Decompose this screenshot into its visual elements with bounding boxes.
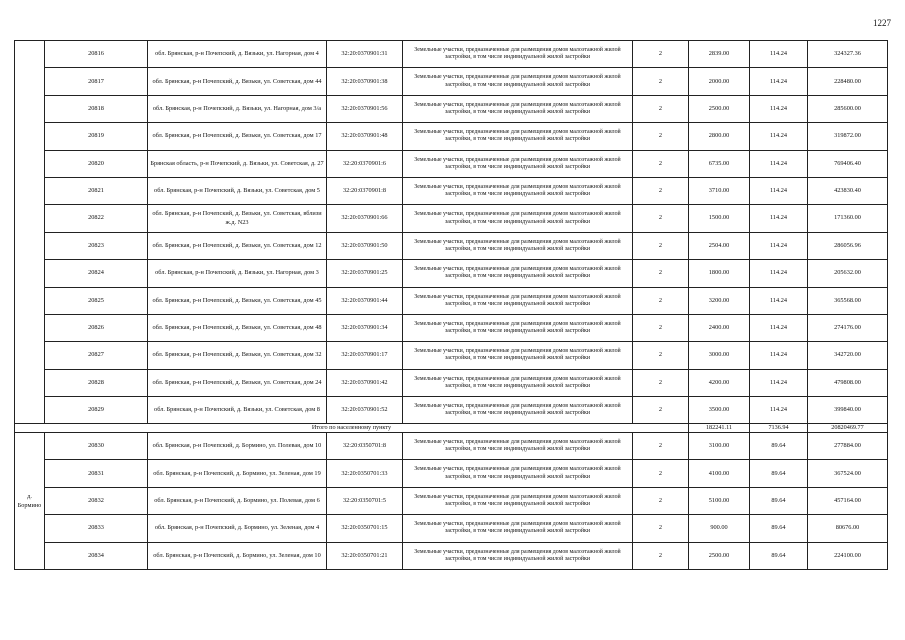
cadastral-value-cell: 80676.00 xyxy=(808,515,888,542)
cadastral-number-cell: 32:20:0370901:25 xyxy=(327,260,403,287)
rate-cell: 114.24 xyxy=(750,314,808,341)
row-number: 20829 xyxy=(45,397,148,424)
row-number: 20833 xyxy=(45,515,148,542)
land-registry-table xyxy=(14,40,888,570)
row-number: 20823 xyxy=(45,232,148,259)
category-cell: 2 xyxy=(633,515,689,542)
cadastral-value-cell: 319872.00 xyxy=(808,123,888,150)
settlement-cell xyxy=(15,433,45,570)
cadastral-number-cell: 32:20:0370901:31 xyxy=(327,41,403,68)
rate-cell: 114.24 xyxy=(750,123,808,150)
area-cell: 6735.00 xyxy=(689,150,750,177)
address-cell: обл. Брянская, р-н Почепский, д. Бормино, ул. Зеленая, дом 10 xyxy=(148,542,327,569)
table-row xyxy=(15,369,888,396)
area-cell: 2504.00 xyxy=(689,232,750,259)
category-cell: 2 xyxy=(633,123,689,150)
area-cell: 2500.00 xyxy=(689,95,750,122)
cadastral-number-cell: 32:20:0370901:17 xyxy=(327,342,403,369)
row-number: 20817 xyxy=(45,68,148,95)
rate-cell: 89.64 xyxy=(750,460,808,487)
cadastral-number-cell: 32:20:0370901:66 xyxy=(327,205,403,232)
area-cell: 900.00 xyxy=(689,515,750,542)
land-use-cell: Земельные участки, предназначенные для размещения домов малоэтажной жилой застройки, в том числе индивидуальной жилой застройки xyxy=(403,460,633,487)
land-use-cell: Земельные участки, предназначенные для размещения домов малоэтажной жилой застройки, в том числе индивидуальной жилой застройки xyxy=(403,205,633,232)
rate-cell: 89.64 xyxy=(750,515,808,542)
address-cell: обл. Брянская, р-н Почепский, д. Вязьки, ул. Нагорная, дом 3 xyxy=(148,260,327,287)
rate-cell: 114.24 xyxy=(750,287,808,314)
category-cell: 2 xyxy=(633,150,689,177)
category-cell: 2 xyxy=(633,260,689,287)
cadastral-value-cell: 274176.00 xyxy=(808,314,888,341)
row-number: 20834 xyxy=(45,542,148,569)
table-row xyxy=(15,433,888,460)
address-cell: обл. Брянская, р-н Почепский, д. Вязьки, ул. Советская, дом 32 xyxy=(148,342,327,369)
category-cell: 2 xyxy=(633,177,689,204)
cadastral-value-cell: 228480.00 xyxy=(808,68,888,95)
category-cell: 2 xyxy=(633,314,689,341)
cadastral-number-cell: 32:20:0370901:44 xyxy=(327,287,403,314)
row-number: 20830 xyxy=(45,433,148,460)
cadastral-number-cell: 32:20:0370901:52 xyxy=(327,397,403,424)
land-use-cell: Земельные участки, предназначенные для размещения домов малоэтажной жилой застройки, в том числе индивидуальной жилой застройки xyxy=(403,433,633,460)
cadastral-number-cell: 32:20:0350701:5 xyxy=(327,487,403,514)
rate-cell: 114.24 xyxy=(750,68,808,95)
table-row xyxy=(15,177,888,204)
rate-cell: 114.24 xyxy=(750,342,808,369)
area-cell: 3710.00 xyxy=(689,177,750,204)
land-use-cell: Земельные участки, предназначенные для размещения домов малоэтажной жилой застройки, в том числе индивидуальной жилой застройки xyxy=(403,260,633,287)
cadastral-value-cell: 365568.00 xyxy=(808,287,888,314)
category-cell: 2 xyxy=(633,95,689,122)
category-cell: 2 xyxy=(633,369,689,396)
cadastral-value-cell: 324327.36 xyxy=(808,41,888,68)
land-use-cell: Земельные участки, предназначенные для размещения домов малоэтажной жилой застройки, в том числе индивидуальной жилой застройки xyxy=(403,397,633,424)
cadastral-value-cell: 479808.00 xyxy=(808,369,888,396)
category-cell: 2 xyxy=(633,397,689,424)
cadastral-value-cell: 224100.00 xyxy=(808,542,888,569)
cadastral-number-cell: 32:20:0370901:42 xyxy=(327,369,403,396)
table-row xyxy=(15,205,888,232)
land-use-cell: Земельные участки, предназначенные для размещения домов малоэтажной жилой застройки, в том числе индивидуальной жилой застройки xyxy=(403,95,633,122)
land-use-cell: Земельные участки, предназначенные для размещения домов малоэтажной жилой застройки, в том числе индивидуальной жилой застройки xyxy=(403,369,633,396)
table-row xyxy=(15,123,888,150)
cadastral-number-cell: 32:20:0370901:48 xyxy=(327,123,403,150)
area-cell: 4200.00 xyxy=(689,369,750,396)
cadastral-value-cell: 205632.00 xyxy=(808,260,888,287)
rate-cell: 114.24 xyxy=(750,232,808,259)
land-use-cell: Земельные участки, предназначенные для размещения домов малоэтажной жилой застройки, в том числе индивидуальной жилой застройки xyxy=(403,314,633,341)
cadastral-number-cell: 32:20:0370901:6 xyxy=(327,150,403,177)
address-cell: обл. Брянская, р-н Почепский, д. Вязьки, ул. Советская, дом 8 xyxy=(148,397,327,424)
rate-cell: 114.24 xyxy=(750,397,808,424)
cadastral-value-cell: 342720.00 xyxy=(808,342,888,369)
row-number: 20824 xyxy=(45,260,148,287)
rate-cell: 114.24 xyxy=(750,205,808,232)
table-row xyxy=(15,487,888,514)
land-use-cell: Земельные участки, предназначенные для размещения домов малоэтажной жилой застройки, в том числе индивидуальной жилой застройки xyxy=(403,150,633,177)
address-cell: обл. Брянская, р-н Почепский, д. Бормино, ул. Полевая, дом 6 xyxy=(148,487,327,514)
area-cell: 2839.00 xyxy=(689,41,750,68)
category-cell: 2 xyxy=(633,342,689,369)
cadastral-value-cell: 367524.00 xyxy=(808,460,888,487)
area-cell: 2800.00 xyxy=(689,123,750,150)
cadastral-value-cell: 457164.00 xyxy=(808,487,888,514)
cadastral-value-cell: 423830.40 xyxy=(808,177,888,204)
subtotal-area: 182241.11 xyxy=(689,424,750,433)
rate-cell: 114.24 xyxy=(750,95,808,122)
page-number: 1227 xyxy=(873,18,891,28)
address-cell: обл. Брянская, р-н Почепский, д. Вязьки, ул. Советская, дом 48 xyxy=(148,314,327,341)
table-row xyxy=(15,260,888,287)
subtotal-label: Итого по населенному пункту xyxy=(15,424,689,433)
rate-cell: 114.24 xyxy=(750,41,808,68)
cadastral-number-cell: 32:20:0350701:21 xyxy=(327,542,403,569)
address-cell: обл. Брянская, р-н Почепский, д. Вязьки, ул. Советская, дом 44 xyxy=(148,68,327,95)
address-cell: обл. Брянская, р-н Почепский, д. Бормино, ул. Зеленая, дом 19 xyxy=(148,460,327,487)
settlement-cell xyxy=(15,41,45,424)
category-cell: 2 xyxy=(633,232,689,259)
rate-cell: 114.24 xyxy=(750,177,808,204)
row-number: 20828 xyxy=(45,369,148,396)
row-number: 20818 xyxy=(45,95,148,122)
rate-cell: 89.64 xyxy=(750,542,808,569)
rate-cell: 89.64 xyxy=(750,487,808,514)
cadastral-number-cell: 32:20:0350701:33 xyxy=(327,460,403,487)
rate-cell: 114.24 xyxy=(750,150,808,177)
land-use-cell: Земельные участки, предназначенные для размещения домов малоэтажной жилой застройки, в том числе индивидуальной жилой застройки xyxy=(403,287,633,314)
cadastral-number-cell: 32:20:0350701:8 xyxy=(327,433,403,460)
row-number: 20820 xyxy=(45,150,148,177)
address-cell: обл. Брянская, р-н Почепский, д. Бормино, ул. Зеленая, дом 4 xyxy=(148,515,327,542)
table-row xyxy=(15,342,888,369)
table-row xyxy=(15,314,888,341)
row-number: 20821 xyxy=(45,177,148,204)
cadastral-value-cell: 399840.00 xyxy=(808,397,888,424)
cadastral-number-cell: 32:20:0350701:15 xyxy=(327,515,403,542)
land-use-cell: Земельные участки, предназначенные для размещения домов малоэтажной жилой застройки, в том числе индивидуальной жилой застройки xyxy=(403,123,633,150)
category-cell: 2 xyxy=(633,68,689,95)
table-row xyxy=(15,515,888,542)
cadastral-value-cell: 277884.00 xyxy=(808,433,888,460)
address-cell: обл. Брянская, р-н Почепский, д. Вязьки, ул. Нагорная, дом 4 xyxy=(148,41,327,68)
settlement-name xyxy=(17,232,42,233)
address-cell: обл. Брянская, р-н Почепский, д. Вязьки, ул. Советская, вблизи ж.д. N23 xyxy=(148,205,327,232)
subtotal-value: 20820469.77 xyxy=(808,424,888,433)
area-cell: 1800.00 xyxy=(689,260,750,287)
cadastral-value-cell: 769406.40 xyxy=(808,150,888,177)
table-row xyxy=(15,95,888,122)
land-use-cell: Земельные участки, предназначенные для размещения домов малоэтажной жилой застройки, в том числе индивидуальной жилой застройки xyxy=(403,342,633,369)
land-use-cell: Земельные участки, предназначенные для размещения домов малоэтажной жилой застройки, в том числе индивидуальной жилой застройки xyxy=(403,68,633,95)
row-number: 20826 xyxy=(45,314,148,341)
category-cell: 2 xyxy=(633,487,689,514)
rate-cell: 114.24 xyxy=(750,369,808,396)
land-use-cell: Земельные участки, предназначенные для размещения домов малоэтажной жилой застройки, в том числе индивидуальной жилой застройки xyxy=(403,542,633,569)
cadastral-number-cell: 32:20:0370901:34 xyxy=(327,314,403,341)
category-cell: 2 xyxy=(633,542,689,569)
table-row xyxy=(15,41,888,68)
cadastral-value-cell: 286056.96 xyxy=(808,232,888,259)
row-number: 20827 xyxy=(45,342,148,369)
table-row xyxy=(15,232,888,259)
land-use-cell: Земельные участки, предназначенные для размещения домов малоэтажной жилой застройки, в том числе индивидуальной жилой застройки xyxy=(403,232,633,259)
cadastral-value-cell: 171360.00 xyxy=(808,205,888,232)
category-cell: 2 xyxy=(633,205,689,232)
row-number: 20832 xyxy=(45,487,148,514)
table-row xyxy=(15,150,888,177)
area-cell: 3000.00 xyxy=(689,342,750,369)
area-cell: 4100.00 xyxy=(689,460,750,487)
land-use-cell: Земельные участки, предназначенные для размещения домов малоэтажной жилой застройки, в том числе индивидуальной жилой застройки xyxy=(403,41,633,68)
address-cell: обл. Брянская, р-н Почепский, д. Вязьки, ул. Советская, дом 5 xyxy=(148,177,327,204)
cadastral-value-cell: 285600.00 xyxy=(808,95,888,122)
area-cell: 5100.00 xyxy=(689,487,750,514)
area-cell: 2500.00 xyxy=(689,542,750,569)
land-use-cell: Земельные участки, предназначенные для размещения домов малоэтажной жилой застройки, в том числе индивидуальной жилой застройки xyxy=(403,515,633,542)
address-cell: Брянская область, р-н Почепский, д. Вязьки, ул. Советская, д. 27 xyxy=(148,150,327,177)
table-row xyxy=(15,542,888,569)
row-number: 20816 xyxy=(45,41,148,68)
address-cell: обл. Брянская, р-н Почепский, д. Вязьки, ул. Советская, дом 17 xyxy=(148,123,327,150)
cadastral-number-cell: 32:20:0370901:38 xyxy=(327,68,403,95)
table-row xyxy=(15,397,888,424)
category-cell: 2 xyxy=(633,433,689,460)
address-cell: обл. Брянская, р-н Почепский, д. Вязьки, ул. Нагорная, дом 3/а xyxy=(148,95,327,122)
area-cell: 3500.00 xyxy=(689,397,750,424)
rate-cell: 89.64 xyxy=(750,433,808,460)
category-cell: 2 xyxy=(633,41,689,68)
land-use-cell: Земельные участки, предназначенные для размещения домов малоэтажной жилой застройки, в том числе индивидуальной жилой застройки xyxy=(403,487,633,514)
area-cell: 2000.00 xyxy=(689,68,750,95)
cadastral-number-cell: 32:20:0370901:50 xyxy=(327,232,403,259)
land-use-cell: Земельные участки, предназначенные для размещения домов малоэтажной жилой застройки, в том числе индивидуальной жилой застройки xyxy=(403,177,633,204)
table-row xyxy=(15,460,888,487)
address-cell: обл. Брянская, р-н Почепский, д. Вязьки, ул. Советская, дом 12 xyxy=(148,232,327,259)
row-number: 20831 xyxy=(45,460,148,487)
table-row xyxy=(15,68,888,95)
area-cell: 3100.00 xyxy=(689,433,750,460)
settlement-name: д. Бормино xyxy=(17,493,42,509)
table-body xyxy=(15,41,888,570)
address-cell: обл. Брянская, р-н Почепский, д. Вязьки, ул. Советская, дом 45 xyxy=(148,287,327,314)
area-cell: 2400.00 xyxy=(689,314,750,341)
category-cell: 2 xyxy=(633,460,689,487)
row-number: 20819 xyxy=(45,123,148,150)
cadastral-number-cell: 32:20:0370901:56 xyxy=(327,95,403,122)
row-number: 20822 xyxy=(45,205,148,232)
row-number: 20825 xyxy=(45,287,148,314)
address-cell: обл. Брянская, р-н Почепский, д. Бормино, ул. Полевая, дом 10 xyxy=(148,433,327,460)
category-cell: 2 xyxy=(633,287,689,314)
cadastral-number-cell: 32:20:0370901:8 xyxy=(327,177,403,204)
subtotal-row xyxy=(15,424,888,433)
address-cell: обл. Брянская, р-н Почепский, д. Вязьки, ул. Советская, дом 24 xyxy=(148,369,327,396)
area-cell: 3200.00 xyxy=(689,287,750,314)
table-row xyxy=(15,287,888,314)
area-cell: 1500.00 xyxy=(689,205,750,232)
subtotal-rate: 7136.94 xyxy=(750,424,808,433)
rate-cell: 114.24 xyxy=(750,260,808,287)
